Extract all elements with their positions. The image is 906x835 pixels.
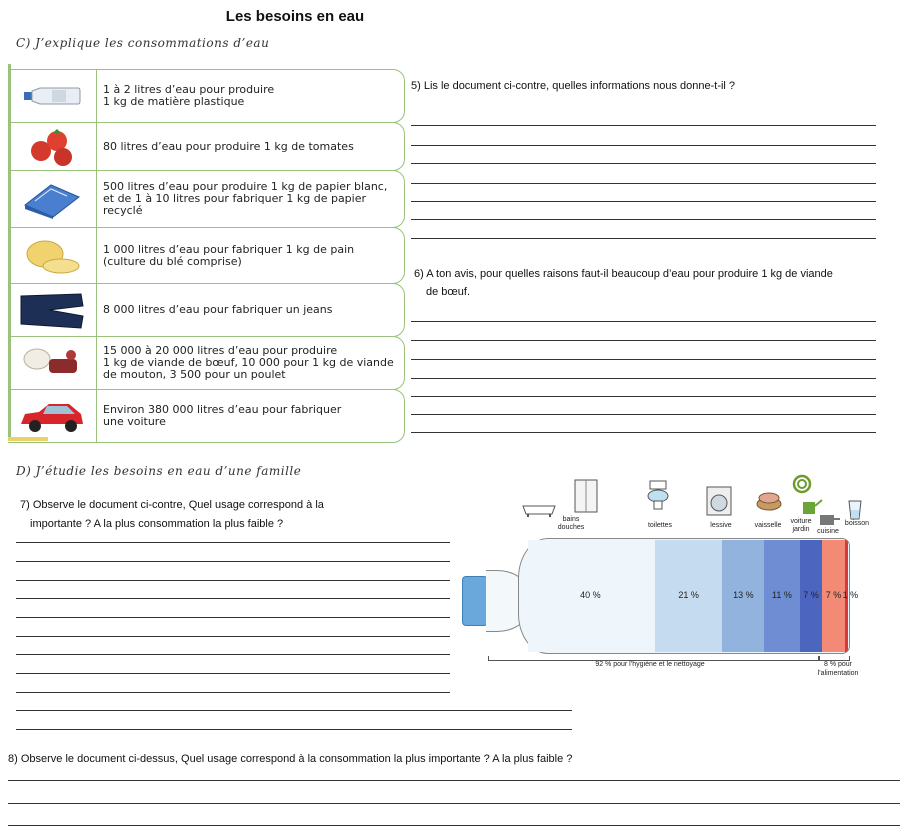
label-boisson: boisson	[844, 520, 870, 527]
question-5: 5) Lis le document ci-contre, quelles informations nous donne-t-il ?	[411, 80, 736, 92]
row-text: 500 litres d’eau pour produire 1 kg de papier blanc, et de 1 à 10 litres pour fabriquer 1 kg de papier recyclé	[103, 180, 388, 217]
row-text: 1 à 2 litres d’eau pour produire 1 kg de matière plastique	[103, 83, 275, 108]
value-label: 1 %	[842, 590, 859, 600]
answer-line[interactable]	[411, 340, 876, 341]
answer-line[interactable]	[411, 414, 876, 415]
table-edge	[8, 64, 11, 438]
label-cuisine: cuisine	[817, 528, 839, 535]
answer-line[interactable]	[16, 636, 450, 637]
meat-icon	[8, 337, 97, 389]
value-label: 7 %	[803, 590, 819, 600]
shower-icon	[573, 478, 599, 519]
table-row	[8, 283, 405, 337]
hygiene-label: 92 % pour l’hygiène et le nettoyage	[595, 661, 705, 668]
question-8: 8) Observe le document ci-dessus, Quel usage correspond à la consommation la plus importante ? A la plus faible ?	[8, 753, 573, 765]
value-label: 7 %	[825, 590, 842, 600]
table-row	[8, 122, 405, 171]
row-text: 15 000 à 20 000 litres d’eau pour produire 1 kg de viande de bœuf, 10 000 pour 1 kg de viande de mouton, 3 500 pour un poulet	[103, 344, 394, 381]
label-voiture-jardin: voiture jardin	[790, 518, 812, 533]
answer-line[interactable]	[411, 183, 876, 184]
answer-line[interactable]	[411, 145, 876, 146]
tomatoes-icon	[8, 123, 97, 170]
red-car-icon	[8, 390, 97, 442]
question-7: 7) Observe le document ci-contre, Quel usage correspond à la	[20, 499, 324, 511]
label-vaisselle: vaisselle	[754, 522, 782, 529]
value-label: 13 %	[733, 590, 754, 600]
answer-line[interactable]	[411, 359, 876, 360]
answer-line[interactable]	[16, 561, 450, 562]
water-consumption-table	[8, 64, 404, 442]
answer-line[interactable]	[16, 654, 450, 655]
answer-line[interactable]	[411, 432, 876, 433]
value-label: 11 %	[772, 590, 792, 600]
label-toilettes: toilettes	[647, 522, 673, 529]
paper-ream-icon	[8, 171, 97, 227]
table-row	[8, 170, 405, 228]
answer-line[interactable]	[411, 163, 876, 164]
answer-line[interactable]	[8, 825, 900, 826]
answer-line[interactable]	[16, 673, 450, 674]
value-label: 40 %	[580, 590, 601, 600]
question-6-cont: de bœuf.	[426, 286, 471, 298]
answer-line[interactable]	[8, 803, 900, 804]
section-d-heading: D) J’étudie les besoins en eau d’une famille	[16, 464, 302, 478]
plastic-bottle-icon	[8, 70, 97, 122]
answer-line[interactable]	[411, 378, 876, 379]
bottle-cap	[462, 576, 488, 626]
table-row	[8, 389, 405, 443]
value-label: 21 %	[678, 590, 699, 600]
answer-line[interactable]	[411, 396, 876, 397]
dishes-icon	[756, 488, 782, 517]
page-title: Les besoins en eau	[225, 8, 365, 25]
question-7-cont: importante ? A la plus consommation la plus faible ?	[30, 518, 284, 530]
table-row	[8, 227, 405, 284]
table-row	[8, 69, 405, 123]
answer-line[interactable]	[411, 201, 876, 202]
jeans-icon	[8, 284, 97, 336]
row-text: Environ 380 000 litres d’eau pour fabriquer une voiture	[103, 403, 342, 428]
answer-line[interactable]	[411, 219, 876, 220]
answer-line[interactable]	[16, 580, 450, 581]
bathtub-icon	[522, 500, 556, 523]
row-text: 80 litres d’eau pour produire 1 kg de tomates	[103, 139, 354, 153]
bread-icon	[8, 228, 97, 283]
answer-line[interactable]	[16, 729, 572, 730]
row-text: 1 000 litres d’eau pour fabriquer 1 kg de pain (culture du blé comprise)	[103, 242, 355, 268]
answer-line[interactable]	[16, 710, 572, 711]
question-6: 6) A ton avis, pour quelles raisons faut-il beaucoup d’eau pour produire 1 kg de viande	[414, 268, 833, 280]
food-label-1: 8 % pour	[823, 661, 853, 668]
section-c-heading: C) J’explique les consommations d’eau	[16, 36, 270, 50]
table-edge-accent	[8, 437, 48, 441]
washing-machine-icon	[706, 486, 732, 521]
answer-line[interactable]	[411, 238, 876, 239]
answer-line[interactable]	[16, 692, 450, 693]
food-label-2: l’alimentation	[817, 670, 859, 677]
row-text: 8 000 litres d’eau pour fabriquer un jeans	[103, 303, 333, 316]
answer-line[interactable]	[8, 780, 900, 781]
answer-line[interactable]	[16, 617, 450, 618]
answer-line[interactable]	[16, 598, 450, 599]
answer-line[interactable]	[411, 321, 876, 322]
answer-line[interactable]	[16, 542, 450, 543]
label-lessive: lessive	[710, 522, 732, 529]
label-bains-douches: bains douches	[557, 516, 585, 531]
table-row	[8, 336, 405, 390]
toilet-icon	[646, 480, 670, 515]
answer-line[interactable]	[411, 125, 876, 126]
